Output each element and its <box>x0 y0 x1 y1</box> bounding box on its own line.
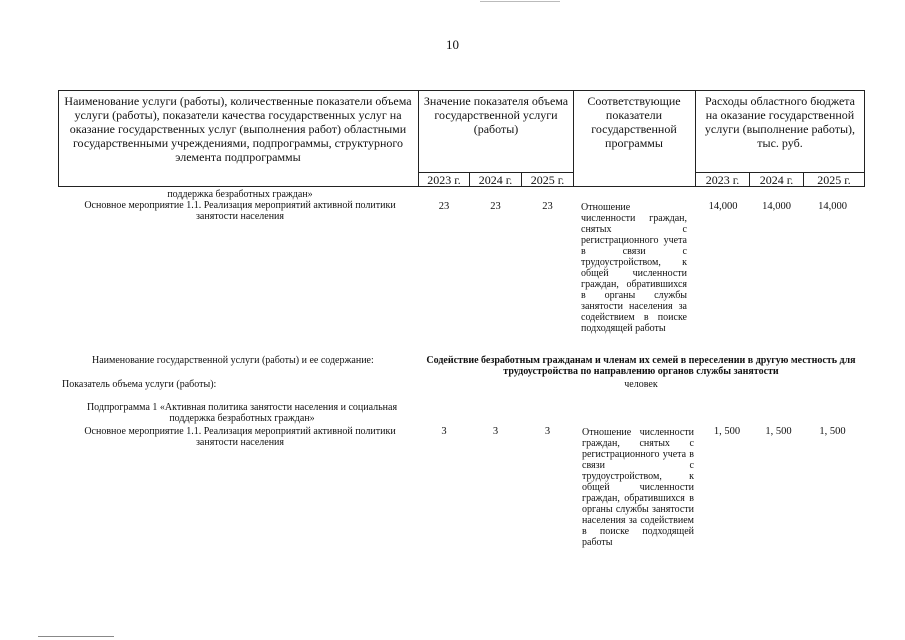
scan-mark-bottom <box>38 636 114 637</box>
volume-2-2023: 3 <box>441 426 447 437</box>
subprogram-title: Подпрограмма 1 «Активная политика занятости населения и социальная поддержка безработных граждан» <box>86 402 398 424</box>
expenses-1-2025: 14,000 <box>818 201 847 212</box>
scan-mark-top <box>480 1 560 2</box>
page-number: 10 <box>446 37 459 52</box>
expenses-2-2023: 1, 500 <box>713 426 741 437</box>
year-volume-2025: 2025 г. <box>530 173 565 187</box>
volume-1-2023: 23 <box>438 201 450 212</box>
year-volume-2024: 2024 г. <box>478 173 513 187</box>
volume-1-2024: 23 <box>490 201 501 212</box>
volume-2-2024: 3 <box>492 426 499 437</box>
year-expenses-2024: 2024 г. <box>759 173 794 187</box>
expenses-1-2023: 14,000 <box>708 201 738 212</box>
header-volume-column: Значение показателя объема государственной услуги (работы) <box>423 94 569 136</box>
volume-indicator-label: Показатель объема услуги (работы): <box>62 379 217 390</box>
service-label: Наименование государственной услуги (работы) и ее содержание: <box>92 355 374 366</box>
service-value: Содействие безработным гражданам и членам их семей в переселении в другую местность для трудоустройства по направлению органов службы занятости <box>426 355 856 377</box>
volume-1-2025: 23 <box>542 201 553 212</box>
header-expenses-column: Расходы областного бюджета на оказание государственной услуги (выполнение работы), тыс. руб. <box>704 94 856 150</box>
year-volume-2023: 2023 г. <box>427 173 461 187</box>
expenses-2-2024: 1, 500 <box>765 426 792 437</box>
year-expenses-2025: 2025 г. <box>817 173 851 187</box>
header-name-column: Наименование услуги (работы), количественные показатели объема услуги (работы), показатели качества государственных услуг на оказание государственных услуг (выполнения работ) областными государственными учреждениями, подпрограммы, структурного элемента подпрограммы <box>64 94 412 164</box>
volume-unit: человек <box>624 379 658 390</box>
expenses-1-2024: 14,000 <box>762 201 791 212</box>
measure-name-1: Основное мероприятие 1.1. Реализация мероприятий активной политики занятости населения <box>84 200 396 222</box>
header-program-column: Соответствующие показатели государственной программы <box>587 94 681 150</box>
indicator-1: Отношение численности граждан, снятых с регистрационного учета в связи с трудоустройством, к общей численности граждан, обратившихся в органы службы занятости населения за содействием в поиске подходящей работы <box>581 202 687 334</box>
year-expenses-2023: 2023 г. <box>705 173 740 187</box>
indicator-2: Отношение численности граждан, снятых с регистрационного учета в связи с трудоустройством, к общей численности граждан, обратившихся в органы службы занятости населения за содействием в поиске подходящей работы <box>582 427 694 548</box>
measure-name-2: Основное мероприятие 1.1. Реализация мероприятий активной политики занятости населения <box>84 426 396 448</box>
expenses-2-2025: 1, 500 <box>819 426 846 437</box>
subprogram-continuation: поддержка безработных граждан» <box>167 189 313 200</box>
volume-2-2025: 3 <box>544 426 551 437</box>
